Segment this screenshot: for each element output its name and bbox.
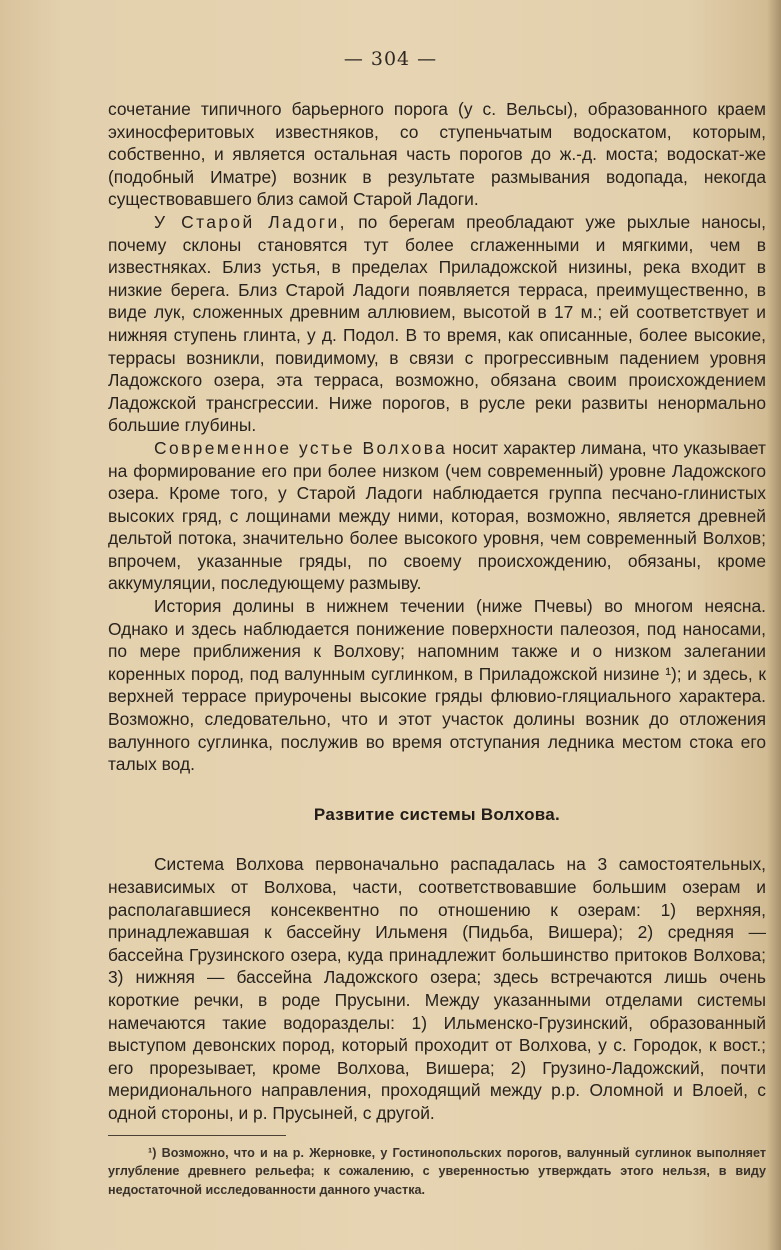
paragraph-3-text: носит характер лимана, что указывает на формирование его при более низком (чем современный) уровне Ладожского озера. Кроме того, у Старой Ладоги наблюдается группа песчано-глинистых высоких гряд, с лощинами между ними, которая, возможно, является древней дельтой потока, значительно более высокого уровня, чем современный Волхов; впрочем, указанные гряды, по своему происхождению, обязаны, кроме аккумуляции, последующему размыву. xyxy=(108,437,766,594)
paragraph-1 xyxy=(108,98,766,211)
paragraph-3 xyxy=(108,437,766,595)
paragraph-3-spaced-lead: Современное устье Волхова xyxy=(154,437,448,458)
page-number: — 304 — xyxy=(343,48,438,70)
paragraph-2-spaced-lead: У Старой Ладоги, xyxy=(154,211,347,232)
section-paragraph-1-text: Система Волхова первоначально распадалась на 3 самостоятельных, независимых от Волхова, части, соответствовавшие большим озерам и располагавшиеся консеквентно по отношению к озерам: 1) верхняя, принадлежавшая к бассейну Ильменя (Пидьба, Вишера); 2) средняя — бассейна Грузинского озера, куда принадлежит большинство притоков Волхова; 3) нижняя — бассейна Ладожского озера; здесь встречаются лишь очень короткие речки, в роде Прусыни. Между указанными отделами системы намечаются такие водоразделы: 1) Ильменско-Грузинский, образованный выступом девонских пород, который проходит от Волхова, у с. Городок, к вост.; его прорезывает, кроме Волхова, Вишера; 2) Грузино-Ладожский, почти меридионального направления, проходящий между р.р. Оломной и Влоей, с одной стороны, и р. Прусыней, с другой. xyxy=(108,854,766,1123)
section-paragraph-1 xyxy=(108,853,766,1124)
footnote-text: ¹) Возможно, что и на р. Жерновке, у Гостинопольских порогов, валунный суглинок выполняет углубление древнего рельефа; к сожалению, с уверенностью утверждать этого нельзя, в виду недостаточной исследованности данного участка. xyxy=(108,1145,766,1197)
body-text xyxy=(108,98,766,1199)
footnote-divider xyxy=(108,1135,286,1136)
paragraph-1-text: сочетание типичного барьерного порога (у с. Вельсы), образованного краем эхиносферитовых известняков, со ступеньчатым водоскатом, которым, собственно, и является остальная часть порогов до ж.-д. моста; водоскат-же (подобный Иматре) возник в результате размывания водопада, некогда существовавшего близ самой Старой Ладоги. xyxy=(108,99,766,210)
paragraph-4 xyxy=(108,595,766,776)
paragraph-2 xyxy=(108,211,766,437)
paragraph-4-text: История долины в нижнем течении (ниже Пчевы) во многом неясна. Однако и здесь наблюдается понижение поверхности палеозоя, под наносами, по мере приближения к Волхову; напомним также и о низком залегании коренных пород, под валунным суглинком, в Приладожской низине ¹); и здесь, к верхней террасе приурочены высокие гряды флювио-гляциального характера. Возможно, следовательно, что и этот участок долины возник до отложения валунного суглинка, послужив во время отступания ледника местом стока его талых вод. xyxy=(108,596,766,775)
section-heading: Развитие системы Волхова. xyxy=(313,804,561,824)
paragraph-2-text: по берегам преобладают уже рыхлые наносы, почему склоны становятся тут более сглаженными и мягкими, чем в известняках. Близ устья, в пределах Приладожской низины, река входит в низкие берега. Близ Старой Ладоги появляется терраса, преимущественно, в виде лук, сложенных древним аллювием, высотой в 17 м.; ей соответствует и нижняя ступень глинта, у д. Подол. В то время, как описанные, более высокие, террасы возникли, повидимому, в связи с прогрессивным падением уровня Ладожского озера, эта терраса, возможно, обязана своим происхождением Ладожской трансгрессии. Ниже порогов, в русле реки развиты ненормально большие глубины. xyxy=(108,211,766,436)
footnote xyxy=(108,1144,766,1200)
